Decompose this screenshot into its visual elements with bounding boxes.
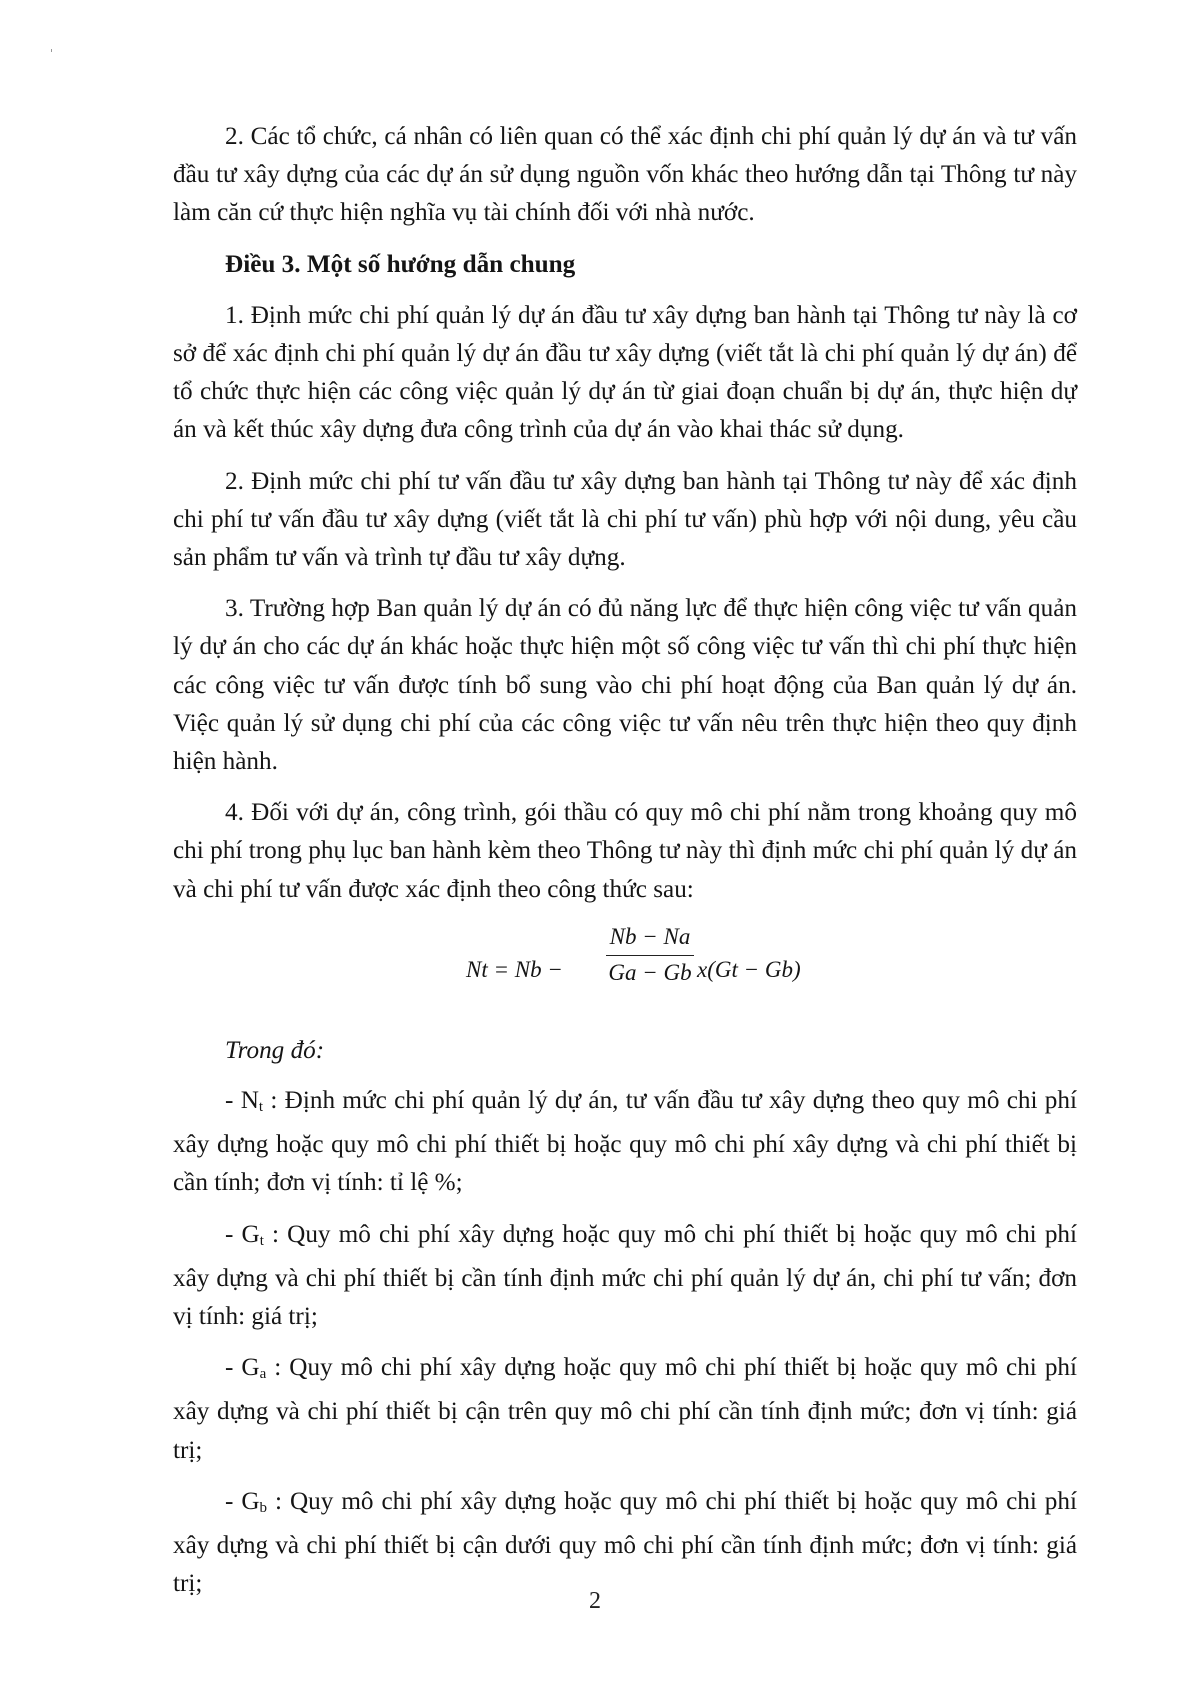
definition-symbol: - G: [225, 1220, 260, 1248]
definition-ga: [173, 1349, 1077, 1470]
cost-norm-formula: [173, 922, 1077, 1018]
formula-fraction: [606, 922, 694, 990]
article-heading: Điều 3. Một số hướng dẫn chung: [225, 250, 576, 278]
definition-symbol: - G: [225, 1354, 260, 1382]
page-number: 2: [589, 1588, 601, 1614]
formula-rhs: x(Gt − Gb): [697, 956, 801, 982]
definition-subscript: t: [259, 1232, 264, 1249]
scan-speck: [51, 49, 52, 52]
definition-text: : Quy mô chi phí xây dựng hoặc quy mô chi phí thiết bị hoặc quy mô chi phí xây dựng và chi phí thiết bị cận dưới quy mô chi phí cần tính định mức; đơn vị tính: giá trị;: [173, 1487, 1077, 1598]
article-paragraph-3: 3. Trường hợp Ban quản lý dự án có đủ năng lực để thực hiện công việc tư vấn quản lý dự án cho các dự án khác hoặc thực hiện một số công việc tư vấn thì chi phí thực hiện các công việc tư vấn được tính bổ sung vào chi phí hoạt động của Ban quản lý dự án. Việc quản lý sử dụng chi phí của các công việc tư vấn nêu trên thực hiện theo quy định hiện hành.: [173, 595, 1077, 776]
definition-symbol: - N: [225, 1087, 259, 1115]
definition-nt: [173, 1082, 1077, 1203]
where-label: Trong đó:: [225, 1036, 325, 1064]
definition-text: : Quy mô chi phí xây dựng hoặc quy mô chi phí thiết bị hoặc quy mô chi phí xây dựng và chi phí thiết bị cần tính định mức chi phí quản lý dự án, chi phí tư vấn; đơn vị tính: giá trị;: [173, 1220, 1077, 1331]
definition-subscript: a: [259, 1366, 267, 1383]
article-paragraph-4: 4. Đối với dự án, công trình, gói thầu có quy mô chi phí nằm trong khoảng quy mô chi phí trong phụ lục ban hành kèm theo Thông tư này thì định mức chi phí quản lý dự án và chi phí tư vấn được xác định theo công thức sau:: [173, 799, 1077, 903]
definition-text: : Quy mô chi phí xây dựng hoặc quy mô chi phí thiết bị hoặc quy mô chi phí xây dựng và chi phí thiết bị cận trên quy mô chi phí cần tính định mức; đơn vị tính: giá trị;: [173, 1354, 1077, 1464]
intro-paragraph-2: 2. Các tổ chức, cá nhân có liên quan có thể xác định chi phí quản lý dự án và tư vấn đầu tư xây dựng của các dự án sử dụng nguồn vốn khác theo hướng dẫn tại Thông tư này làm căn cứ thực hiện nghĩa vụ tài chính đối với nhà nước.: [173, 123, 1077, 227]
formula-numerator: Nb − Na: [606, 922, 694, 956]
document-page: [173, 118, 1077, 1617]
definition-subscript: b: [259, 1499, 268, 1516]
formula-lhs: Nt = Nb −: [466, 956, 563, 982]
definition-subscript: t: [258, 1099, 264, 1116]
definition-gb: [173, 1483, 1077, 1604]
formula-denominator: Ga − Gb: [608, 959, 692, 985]
article-paragraph-2: 2. Định mức chi phí tư vấn đầu tư xây dựng ban hành tại Thông tư này để xác định chi phí tư vấn đầu tư xây dựng (viết tắt là chi phí tư vấn) phù hợp với nội dung, yêu cầu sản phẩm tư vấn và trình tự đầu tư xây dựng.: [173, 467, 1077, 572]
definition-text: : Định mức chi phí quản lý dự án, tư vấn đầu tư xây dựng theo quy mô chi phí xây dựng hoặc quy mô chi phí thiết bị hoặc quy mô chi phí xây dựng và chi phí thiết bị cần tính; đơn vị tính: tỉ lệ %;: [173, 1087, 1077, 1197]
definition-symbol: - G: [225, 1487, 260, 1515]
article-paragraph-1: 1. Định mức chi phí quản lý dự án đầu tư xây dựng ban hành tại Thông tư này là cơ sở để xác định chi phí quản lý dự án đầu tư xây dựng (viết tắt là chi phí quản lý dự án) để tổ chức thực hiện các công việc quản lý dự án từ giai đoạn chuẩn bị dự án, thực hiện dự án và kết thúc xây dựng đưa công trình của dự án vào khai thác sử dụng.: [173, 301, 1077, 444]
definition-gt: [173, 1216, 1077, 1337]
